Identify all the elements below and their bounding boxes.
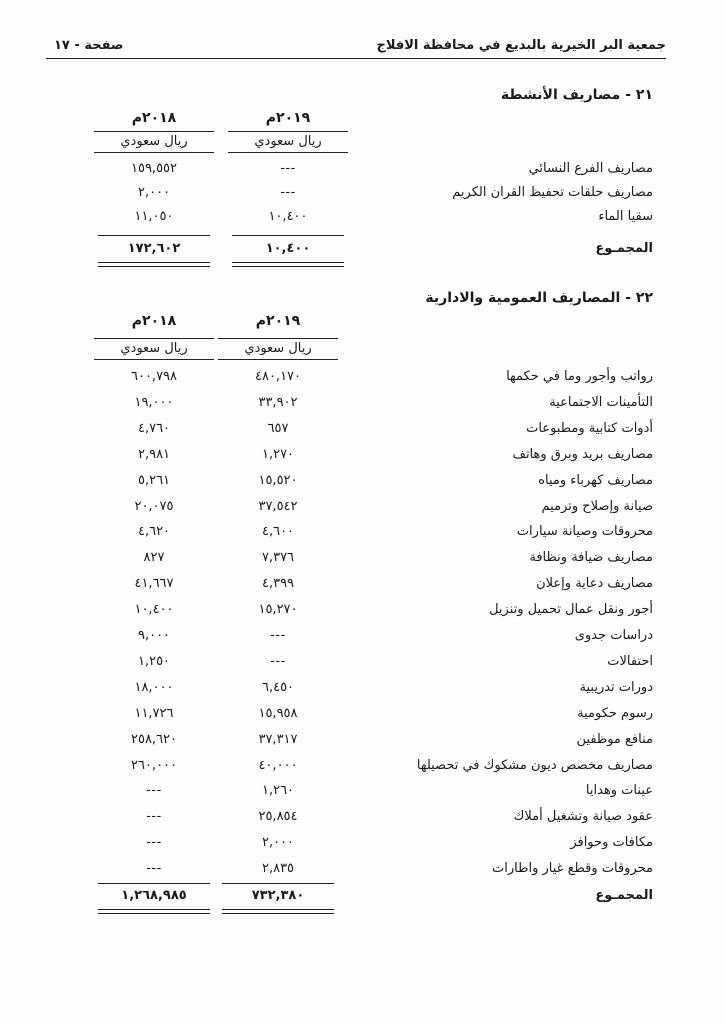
value-2018: ١,٢٥٠ bbox=[137, 653, 171, 669]
value-2019: ٦٥٧ bbox=[267, 420, 289, 436]
total-double-rule bbox=[98, 262, 210, 267]
value-2019: --- bbox=[280, 161, 296, 176]
value-2018: ١٠,٤٠٠ bbox=[134, 602, 174, 618]
value-2018: ٢٠,٠٧٥ bbox=[134, 498, 174, 514]
row-label: مصاريف ضيافة ونظافة bbox=[529, 550, 653, 566]
value-2019: ٣٧,٥٤٢ bbox=[258, 498, 298, 514]
value-2019: ١٥,٥٢٠ bbox=[258, 472, 298, 488]
row-label: محروقات وقطع غيار واطارات bbox=[492, 861, 653, 877]
header-organization-name: جمعية البر الخيرية بالبديع في محافظة الافلاج bbox=[376, 38, 666, 53]
value-2019: ١٥,٩٥٨ bbox=[258, 705, 298, 721]
subtotal-rule bbox=[222, 883, 334, 884]
row-label: رسوم حكومية bbox=[577, 705, 653, 721]
value-2018: --- bbox=[146, 809, 162, 825]
value-2018: ٢,٩٨١ bbox=[137, 446, 171, 462]
subtotal-rule bbox=[98, 235, 210, 236]
value-2018: ٦٠٠,٧٩٨ bbox=[130, 369, 178, 384]
value-2019: ١٠,٤٠٠ bbox=[268, 209, 308, 224]
section-22-title: ٢٢ - المصاريف العمومية والادارية bbox=[425, 290, 653, 306]
value-2018: ٢٦٠,٠٠٠ bbox=[130, 757, 178, 773]
row-label: عينات وهدايا bbox=[585, 783, 653, 799]
row-label: منافع موظفين bbox=[576, 731, 653, 747]
value-2018: ١٨,٠٠٠ bbox=[134, 679, 174, 695]
row-label: عقود صيانة وتشغيل أملاك bbox=[513, 809, 653, 825]
value-2018: ١١,٠٥٠ bbox=[134, 209, 174, 224]
value-2019: --- bbox=[280, 185, 296, 200]
total-2018: ١,٢٦٨,٩٨٥ bbox=[121, 888, 187, 903]
value-2018: ٤,٧٦٠ bbox=[137, 420, 171, 436]
row-label: احتفالات bbox=[607, 653, 653, 669]
page-header bbox=[46, 38, 666, 59]
row-label: صيانة وإصلاح وترميم bbox=[541, 498, 653, 514]
total-2019: ١٠,٤٠٠ bbox=[265, 241, 311, 256]
row-label: مصاريف كهرباء ومياه bbox=[538, 472, 653, 488]
total-label: المجمـوع bbox=[595, 888, 653, 903]
value-2018: --- bbox=[146, 835, 162, 851]
value-2019: ٢,٠٠٠ bbox=[261, 835, 295, 851]
value-2019: ٤,٦٠٠ bbox=[261, 524, 295, 540]
value-2019: ١,٢٦٠ bbox=[261, 783, 295, 799]
total-label: المجمـوع bbox=[595, 241, 653, 256]
s2-year-2019-header: ٢٠١٩م bbox=[255, 313, 301, 329]
value-2019: ٢٥,٨٥٤ bbox=[258, 809, 298, 825]
row-label: دراسات جدوى bbox=[574, 628, 653, 643]
value-2019: --- bbox=[270, 653, 286, 669]
row-label: أدوات كتابية ومطبوعات bbox=[526, 420, 653, 436]
value-2018: ٤,٦٢٠ bbox=[137, 524, 171, 540]
row-label: رواتب وأجور وما في حكمها bbox=[506, 369, 653, 384]
row-label: مصاريف بريد وبرق وهاتف bbox=[512, 446, 653, 462]
header-page-number: صفحة - ١٧ bbox=[54, 38, 124, 53]
row-label: سقيا الماء bbox=[598, 209, 653, 224]
value-2018: --- bbox=[146, 861, 162, 877]
value-2018: ٨٢٧ bbox=[143, 550, 165, 566]
value-2018: ١٩,٠٠٠ bbox=[134, 394, 174, 410]
row-label: محروقات وصيانة سيارات bbox=[516, 524, 653, 540]
row-label: دورات تدريبية bbox=[579, 679, 653, 695]
value-2019: ٤٨٠,١٧٠ bbox=[254, 369, 302, 384]
value-2019: ٣٧,٣١٧ bbox=[258, 731, 298, 747]
s2-unit-2019-header: ريال سعودي bbox=[218, 338, 338, 360]
value-2018: ١٥٩,٥٥٢ bbox=[130, 161, 178, 176]
s2-year-2018-header: ٢٠١٨م bbox=[131, 313, 177, 329]
row-label: التأمينات الاجتماعية bbox=[549, 394, 653, 410]
s2-unit-2018-header: ريال سعودي bbox=[94, 338, 214, 360]
total-2019: ٧٣٢,٣٨٠ bbox=[251, 888, 305, 903]
s1-unit-2019-header: ريال سعودي bbox=[228, 131, 348, 153]
value-2019: ٣٣,٩٠٢ bbox=[258, 394, 298, 410]
row-label: مصاريف الفرع النسائي bbox=[528, 161, 653, 176]
s1-year-2019-header: ٢٠١٩م bbox=[265, 110, 311, 126]
value-2019: ٤٠,٠٠٠ bbox=[258, 757, 298, 773]
value-2019: ٢,٨٣٥ bbox=[261, 861, 295, 877]
total-double-rule bbox=[98, 909, 210, 914]
value-2019: ٤,٣٩٩ bbox=[261, 576, 295, 592]
total-2018: ١٧٢,٦٠٢ bbox=[127, 241, 181, 256]
value-2018: ٤١,٦٦٧ bbox=[134, 576, 174, 592]
row-label: مصاريف دعاية وإعلان bbox=[536, 576, 653, 592]
value-2019: ١٥,٢٧٠ bbox=[258, 602, 298, 618]
value-2019: ١,٢٧٠ bbox=[261, 446, 295, 462]
value-2018: ٢,٠٠٠ bbox=[137, 185, 171, 200]
value-2018: ١١,٧٢٦ bbox=[134, 705, 174, 721]
s1-unit-2018-header: ريال سعودي bbox=[94, 131, 214, 153]
value-2018: --- bbox=[146, 783, 162, 799]
total-double-rule bbox=[222, 909, 334, 914]
row-label: مصاريف حلقات تحفيظ القران الكريم bbox=[452, 185, 653, 200]
subtotal-rule bbox=[232, 235, 344, 236]
row-label: مكافات وحوافز bbox=[570, 835, 653, 851]
subtotal-rule bbox=[98, 883, 210, 884]
section-21-title: ٢١ - مصاريف الأنشطة bbox=[500, 87, 653, 103]
row-label: مصاريف مخصص ديون مشكوك في تحصيلها bbox=[416, 757, 653, 773]
value-2018: ٩,٠٠٠ bbox=[137, 628, 171, 643]
total-double-rule bbox=[232, 262, 344, 267]
value-2019: ٦,٤٥٠ bbox=[261, 679, 295, 695]
value-2019: --- bbox=[270, 628, 286, 643]
row-label: أجور ونقل عمال تحميل وتنزيل bbox=[489, 602, 653, 618]
value-2018: ٥,٢٦١ bbox=[137, 472, 171, 488]
s1-year-2018-header: ٢٠١٨م bbox=[131, 110, 177, 126]
value-2018: ٢٥٨,٦٢٠ bbox=[130, 731, 178, 747]
value-2019: ٧,٣٧٦ bbox=[261, 550, 295, 566]
